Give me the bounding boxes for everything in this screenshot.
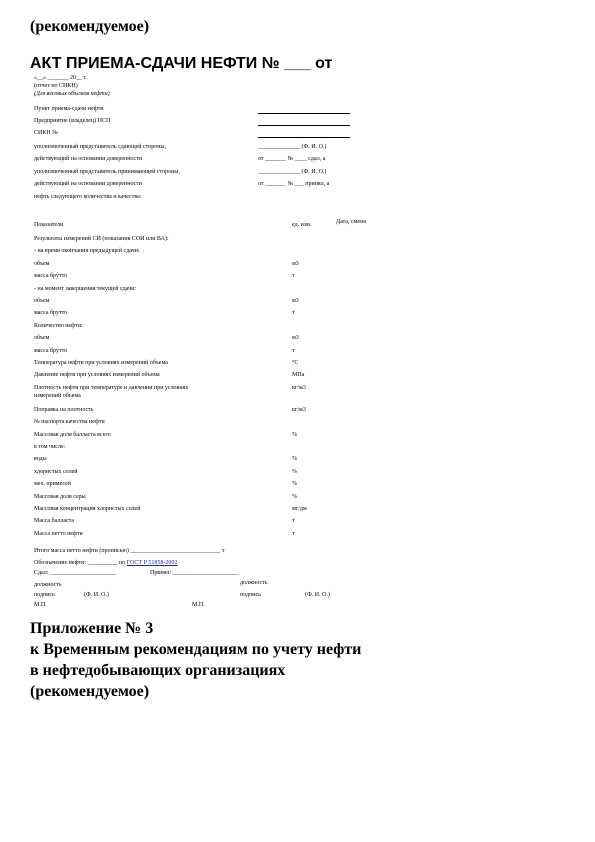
table-row-label: объем bbox=[34, 260, 50, 267]
table-row-label: Масса балласта bbox=[34, 518, 75, 525]
appendix-heading: Приложение № 3 к Временным рекомендациям по учету нефти в нефтедобывающих организациях (рекомендуемое) bbox=[30, 620, 362, 700]
table-row-unit: м3 bbox=[292, 298, 299, 304]
table-row-unit: кг/м3 bbox=[292, 406, 306, 413]
table-row-unit: т bbox=[292, 347, 295, 354]
table-row-unit: мг/дм bbox=[292, 506, 307, 512]
table-row-label: воды bbox=[34, 456, 47, 463]
table-row-label: Давление нефти при условиях измерений объема bbox=[34, 372, 160, 379]
table-row-unit: % bbox=[292, 481, 297, 488]
table-row-label: № паспорта качества нефти bbox=[34, 419, 105, 426]
table-row-unit: т bbox=[292, 273, 295, 280]
table-row-label: Массовая доля серы bbox=[34, 493, 86, 500]
table-row-unit: т bbox=[292, 530, 295, 537]
table-row-unit: % bbox=[292, 431, 297, 438]
accepted-by: Принял: ______________________ bbox=[150, 570, 239, 576]
table-row-label: хлористых солей bbox=[34, 468, 78, 475]
sikn-note: (отчет по СИКН) bbox=[34, 83, 78, 89]
act-date-line: «__» _______ 20__ г. bbox=[34, 75, 87, 81]
gost-link[interactable]: ГОСТ Р 51858-2002 bbox=[126, 560, 178, 566]
table-row-unit: кг/м3 bbox=[292, 384, 306, 391]
signature-left: подпись bbox=[34, 592, 55, 598]
stamp-right: М.П. bbox=[192, 602, 205, 608]
fio-right: (Ф. И. О.) bbox=[305, 592, 330, 598]
oil-designation-line: Обозначение нефти: __________ по ГОСТ Р 51858-2002 bbox=[34, 560, 178, 566]
total-line: Итого масса нетто нефти (прописью) ______________________________ т bbox=[34, 548, 225, 554]
stamp-left: М.П. bbox=[34, 602, 47, 608]
table-row-label: Масса нетто нефти bbox=[34, 530, 83, 537]
table-row-unit: % bbox=[292, 468, 297, 475]
table-row-unit: °С bbox=[292, 360, 299, 366]
act-title: АКТ ПРИЕМА-СДАЧИ НЕФТИ № ___ от bbox=[30, 55, 333, 72]
table-row-label: масса брутто bbox=[34, 347, 68, 354]
table-row-label: мех. примесей bbox=[34, 481, 72, 488]
table-row-unit: м3 bbox=[292, 335, 299, 342]
table-row-label: Массовая доля балласта всего bbox=[34, 431, 111, 438]
recommended-header: (рекомендуемое) bbox=[30, 18, 150, 35]
table-row-unit: т bbox=[292, 310, 295, 317]
table-row-unit: % bbox=[292, 493, 297, 500]
table-row-label: Поправка на плотность bbox=[34, 406, 94, 413]
signature-right: подпись bbox=[240, 592, 261, 598]
table-row-unit: % bbox=[292, 456, 297, 463]
table-row-unit: т bbox=[292, 518, 295, 525]
table-row-label: в том числе: bbox=[34, 444, 66, 450]
table-row-label: Количество нефти: bbox=[34, 322, 83, 329]
mass-note: (Для весовых объемов нефти) bbox=[34, 91, 110, 97]
table-row-label: Температура нефти при условиях измерений объема bbox=[34, 360, 168, 366]
table-row-label: Массовая концентрация хлористых солей bbox=[34, 506, 141, 512]
fio-left: (Ф. И. О.) bbox=[84, 592, 109, 598]
table-row-label-cont: измерений объема bbox=[34, 392, 81, 399]
table-row-label: масса брутто bbox=[34, 273, 68, 280]
position-left: должность bbox=[34, 582, 62, 588]
table-row-label: - на момент завершения текущей сдачи: bbox=[34, 285, 136, 292]
table-row-label: - на время окончания предыдущей сдачи: bbox=[34, 248, 140, 255]
table-row-label: масса брутто bbox=[34, 310, 68, 317]
table-row-label: Результаты измерений СИ (показания СОИ или ВА): bbox=[34, 236, 169, 242]
table-row-unit: МПа bbox=[292, 372, 305, 379]
table-row-label: Плотность нефти при температуре и давлении при условиях bbox=[34, 384, 189, 391]
position-right: должность bbox=[240, 580, 268, 586]
table-header-date: Дата, смена bbox=[336, 219, 366, 225]
table-row-label: объем bbox=[34, 298, 50, 304]
table-row-label: объем bbox=[34, 335, 50, 342]
table-header-indicator: Показатели bbox=[34, 222, 64, 228]
table-header-unit: ед. изм. bbox=[292, 222, 312, 228]
table-row-unit: м3 bbox=[292, 260, 299, 267]
handed-by: Сдал: ______________________ bbox=[34, 570, 116, 576]
